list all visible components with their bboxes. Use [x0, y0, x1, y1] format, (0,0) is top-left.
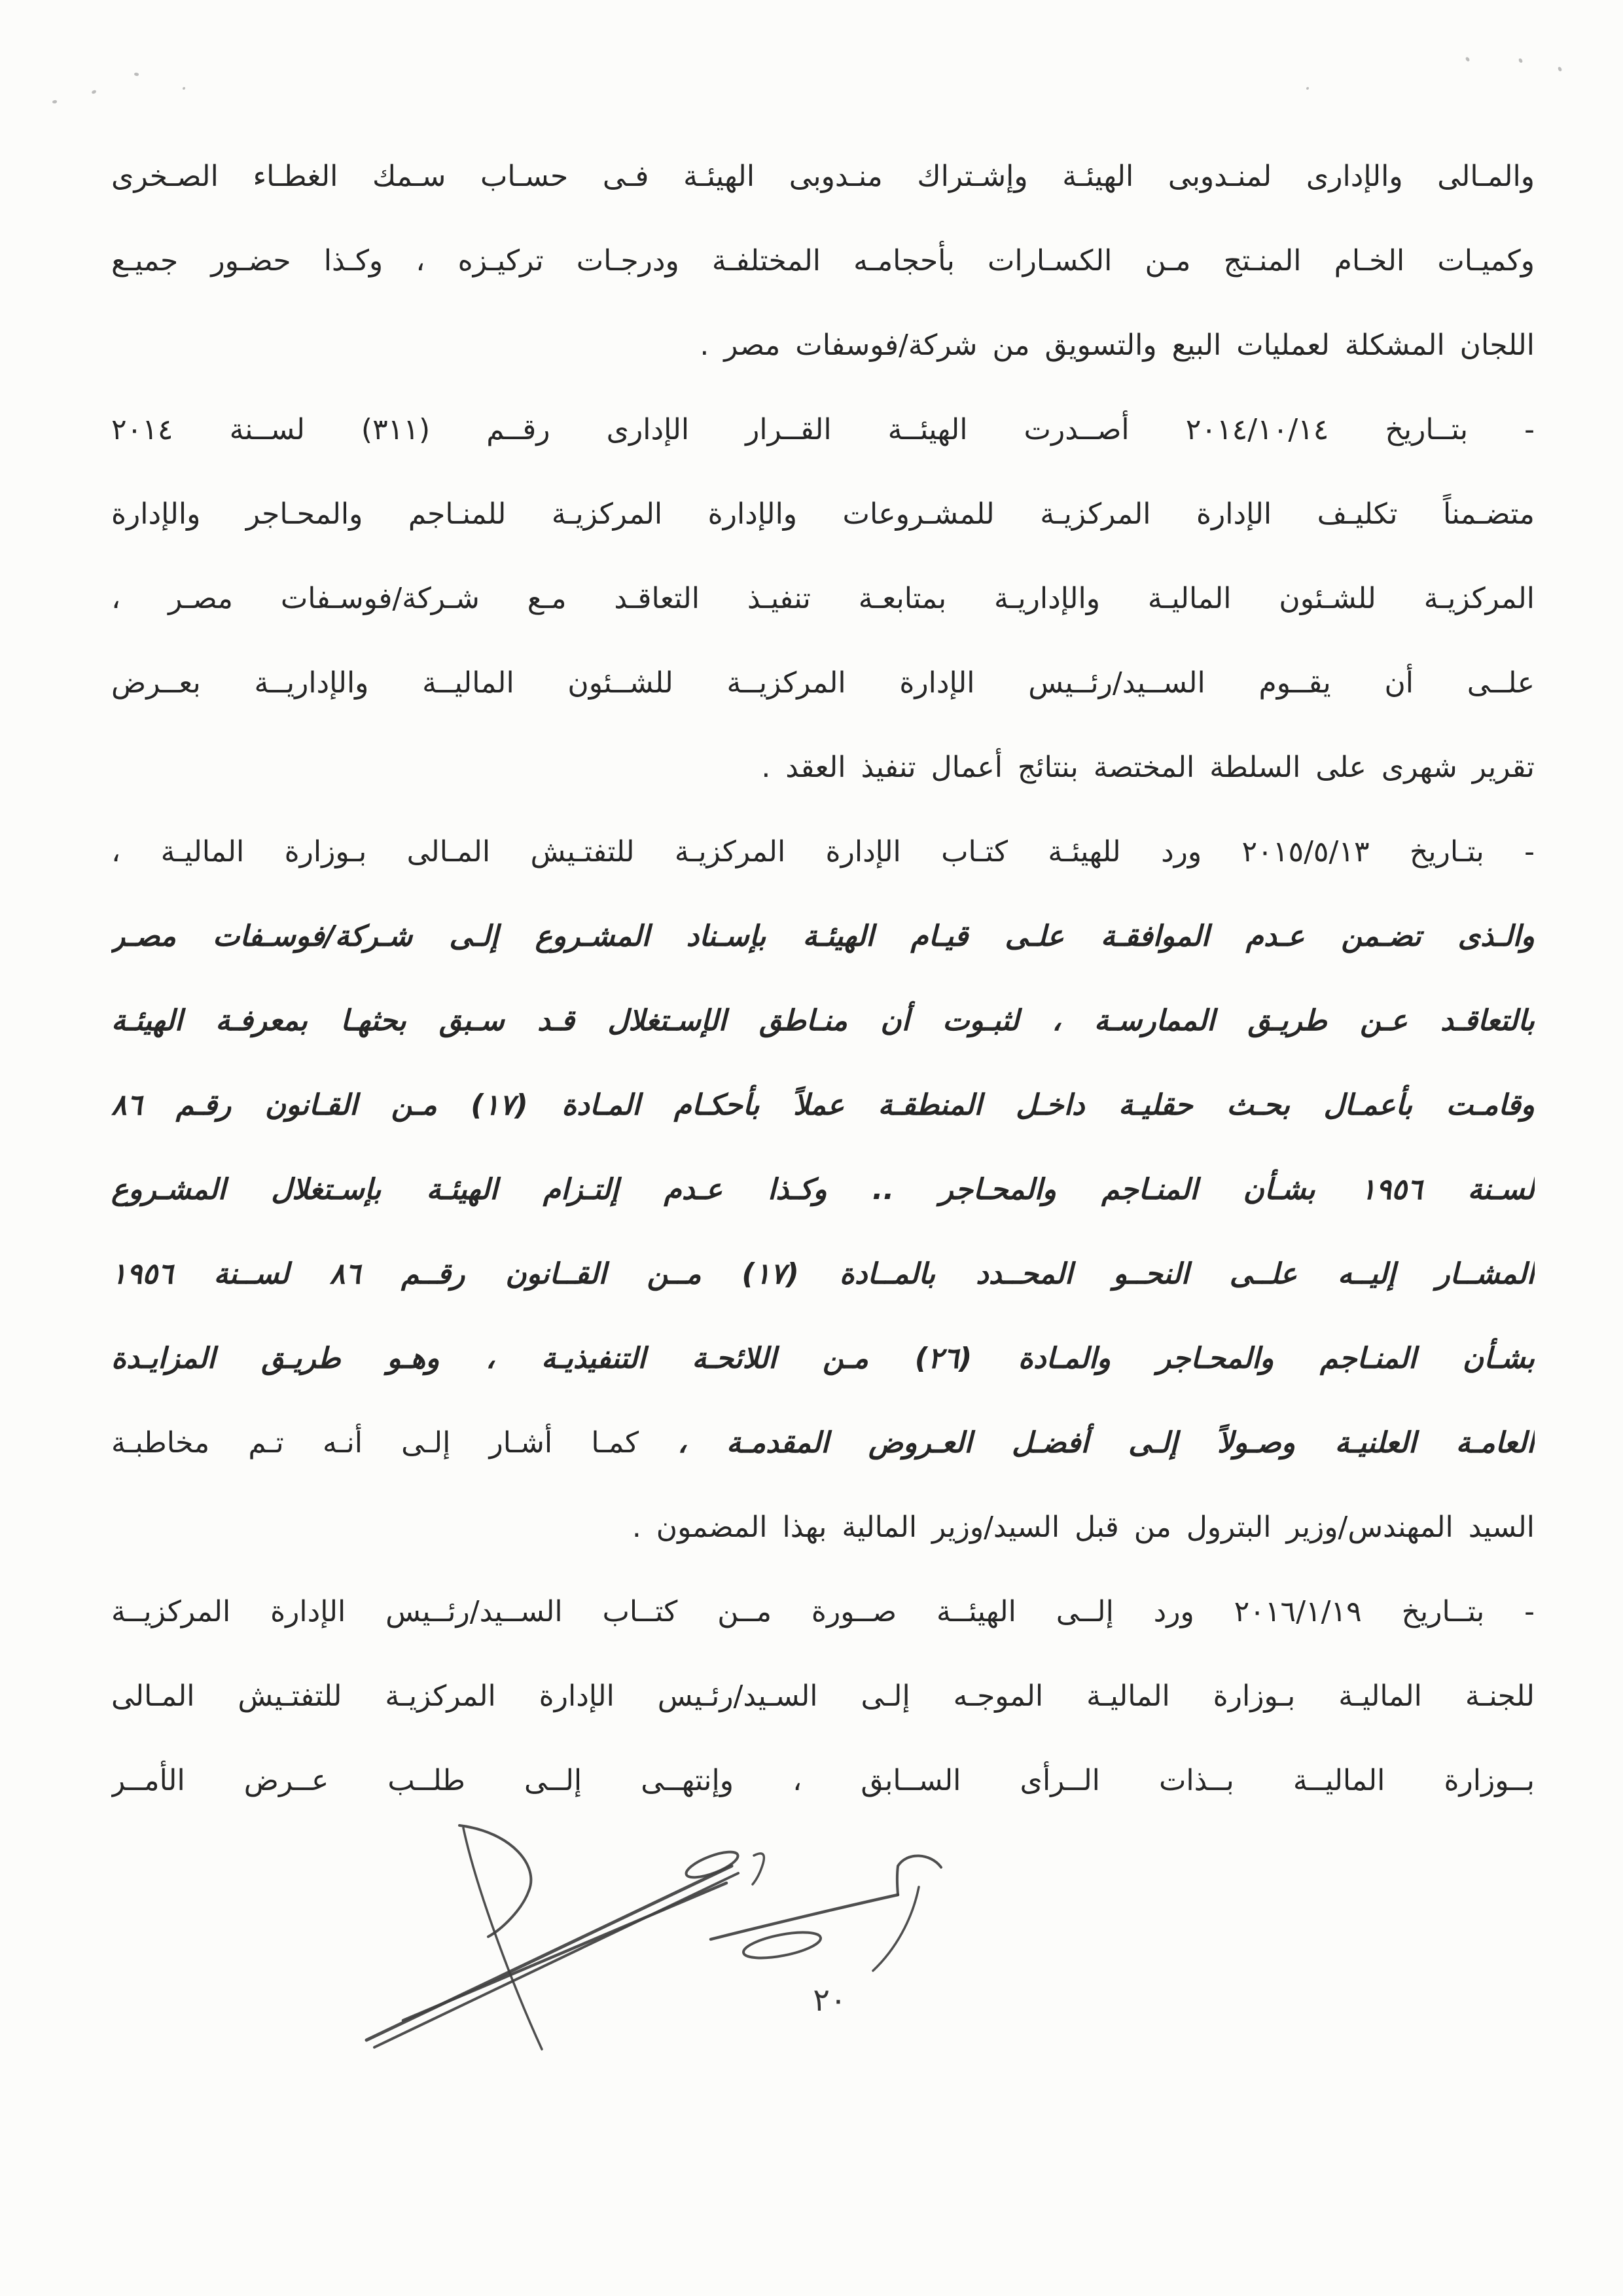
signature	[347, 1810, 975, 2058]
scan-speck	[1518, 58, 1523, 63]
document-line: اللجان المشكلة لعمليات البيع والتسويق من شركة/فوسفات مصر .	[700, 329, 1535, 362]
document-line: وكميـات الخـام المنـتج مـن الكسـارات بأحجامـه المختلفـة ودرجـات تركيـزه ، وكـذا حضـور جميـع	[111, 244, 1535, 278]
document-line: بالتعاقـد عـن طريـق الممارسـة ، لثبـوت أن منـاطق الإسـتغلال قـد سـبق بحثهـا بمعرفـة الهيئـة	[111, 1004, 1535, 1037]
scan-speck	[1465, 56, 1470, 62]
scan-speck	[134, 72, 139, 77]
document-line: علــى أن يقــوم الســيد/رئــيس الإدارة المركزيــة للشــئون الماليــة والإداريــة بعــرض	[111, 666, 1535, 700]
bold-italic-segment: العامـة العلنيـة وصـولاً إلـى أفضـل العـروض المقدمـة ،	[677, 1426, 1535, 1460]
document-line: لسـنة ١٩٥٦ بشـأن المنـاجم والمحـاجر .. وكـذا عـدم إلتـزام الهيئـة بإسـتغلال المشـروع	[111, 1173, 1535, 1206]
document-line: - بتــاريخ ٢٠١٤/١٠/١٤ أصــدرت الهيئــة القــرار الإدارى رقــم (٣١١) لســنة ٢٠١٤	[111, 413, 1535, 446]
document-line: وقامـت بأعمـال بحـث حقليـة داخـل المنطقـة عملاً بأحكـام المـادة (١٧) مـن القـانون رقـم ٨٦	[111, 1088, 1535, 1122]
document-line: تقرير شهرى على السلطة المختصة بنتائج أعمال تنفيذ العقد .	[761, 751, 1535, 784]
scan-speck	[1558, 66, 1562, 71]
document-line: للجنـة الماليـة بـوزارة الماليـة الموجـه إلـى السـيد/رئـيس الإدارة المركزيـة للتفتـيش المـالى	[111, 1679, 1535, 1713]
document-line: - بتــاريخ ٢٠١٦/١/١٩ ورد إلــى الهيئــة صــورة مــن كتــاب الســيد/رئــيس الإدارة المركزيــة	[111, 1595, 1535, 1628]
regular-segment: كمـا أشـار إلـى أنـه تـم مخاطبـة	[111, 1426, 639, 1460]
document-line: السيد المهندس/وزير البترول من قبل السيد/وزير المالية بهذا المضمون .	[632, 1511, 1535, 1544]
scan-speck	[91, 90, 96, 94]
scan-speck	[183, 87, 185, 90]
document-line	[111, 1401, 1535, 1485]
page-number: ٢٠	[813, 1982, 847, 2018]
document-line: المشــار إليــه علــى النحــو المحــدد بالمــادة (١٧) مــن القــانون رقــم ٨٦ لســنة ١٩٥٦	[111, 1257, 1535, 1291]
document-line: المركزيـة للشـئون الماليـة والإداريـة بمتابعـة تنفيـذ التعاقـد مـع شـركة/فوسـفات مصـر ،	[111, 582, 1535, 615]
document-line: - بتـاريخ ٢٠١٥/٥/١٣ ورد للهيئـة كتـاب الإدارة المركزيـة للتفتـيش المـالى بـوزارة الماليـة ،	[111, 835, 1535, 869]
document-line: والـذى تضـمن عـدم الموافقـة علـى قيـام الهيئـة بإسـناد المشـروع إلـى شـركة/فوسـفات مصـر	[111, 920, 1535, 953]
document-body	[111, 134, 1535, 1823]
scan-speck	[52, 100, 57, 103]
document-line: متضـمناً تكليـف الإدارة المركزيـة للمشـروعات والإدارة المركزيـة للمنـاجم والمحـاجر والإدارة	[111, 497, 1535, 531]
document-line: بشـأن المنـاجم والمحـاجر والمـادة (٢٦) مـن اللائحـة التنفيذيـة ، وهـو طريـق المزايـدة	[111, 1342, 1535, 1375]
document-line: بــوزارة الماليــة بــذات الــرأى الســابق ، وإنتهــى إلــى طلــب عــرض الأمــر	[111, 1764, 1535, 1797]
document-line: والمـالى والإدارى لمنـدوبى الهيئـة وإشـتراك منـدوبى الهيئـة فـى حسـاب سـمك الغطـاء الصـخرى	[111, 160, 1535, 193]
scan-speck	[1306, 87, 1309, 90]
